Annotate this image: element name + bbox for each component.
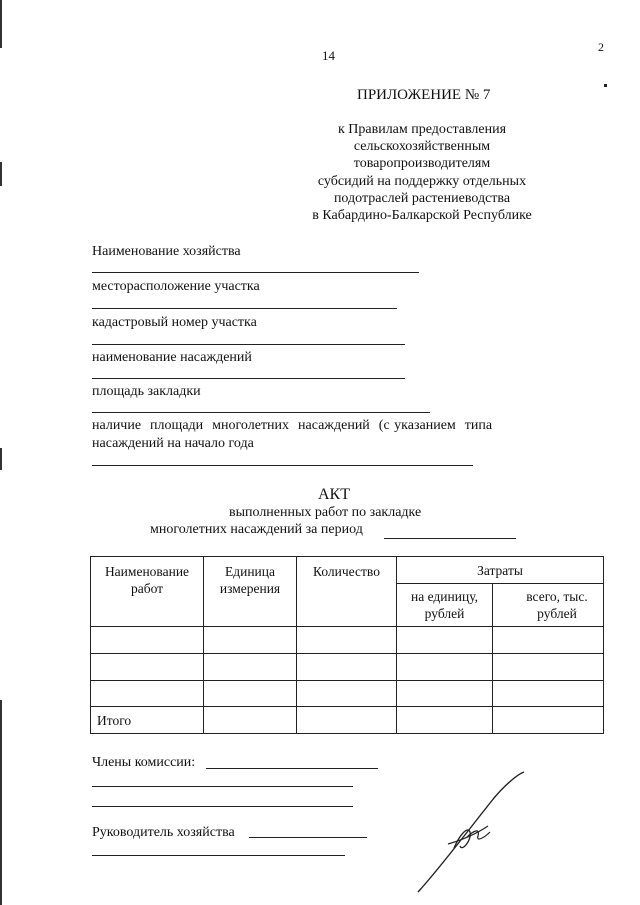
appendix-title: ПРИЛОЖЕНИЕ № 7	[357, 87, 491, 103]
table-cell[interactable]	[493, 654, 604, 681]
appendix-block	[290, 121, 554, 224]
commission-member-blank-2[interactable]	[92, 786, 353, 787]
farm-head-blank-2[interactable]	[92, 855, 345, 856]
act-subtitle-line1: выполненных работ по закладке	[229, 505, 422, 520]
header-quantity: Количество	[297, 557, 397, 627]
farm-name-blank[interactable]	[92, 272, 419, 273]
planting-area-blank[interactable]	[92, 412, 430, 413]
table-cell[interactable]	[204, 627, 297, 654]
table-cell[interactable]	[204, 681, 297, 707]
table-cell[interactable]	[91, 627, 204, 654]
commission-members-label: Члены комиссии:	[92, 755, 196, 770]
site-location-label: месторасположение участка	[92, 279, 260, 294]
header-total: всего, тыс. рублей	[493, 584, 604, 627]
appendix-line: подотраслей растениеводства	[333, 190, 511, 206]
total-row-label: Итого	[91, 707, 204, 734]
table-cell[interactable]	[297, 627, 397, 654]
corner-mark: 2	[598, 40, 604, 54]
period-blank[interactable]	[384, 538, 516, 539]
appendix-line: в Кабардино-Балкарской Республике	[312, 208, 532, 224]
table-cell[interactable]	[297, 681, 397, 707]
plantings-name-label: наименование насаждений	[92, 350, 252, 365]
table-cell[interactable]	[397, 681, 493, 707]
scan-edge-mark	[0, 448, 2, 470]
planting-area-label: площадь закладки	[92, 384, 201, 399]
farm-head-label: Руководитель хозяйства	[92, 825, 235, 840]
table-total-row	[91, 707, 604, 734]
plantings-name-blank[interactable]	[92, 378, 405, 379]
table-cell[interactable]	[91, 654, 204, 681]
appendix-line: к Правилам предоставления	[337, 122, 507, 137]
table-cell[interactable]	[397, 707, 493, 734]
works-table	[90, 556, 604, 734]
table-row	[91, 681, 604, 707]
table-cell[interactable]	[397, 627, 493, 654]
header-unit: Единица измерения	[204, 557, 297, 627]
scan-edge-mark	[0, 700, 2, 905]
table-cell[interactable]	[204, 654, 297, 681]
perennial-area-blank[interactable]	[92, 465, 473, 466]
table-cell[interactable]	[397, 654, 493, 681]
farm-head-blank-1[interactable]	[249, 837, 367, 838]
table-row	[91, 627, 604, 654]
table-cell[interactable]	[297, 654, 397, 681]
site-location-blank[interactable]	[92, 308, 397, 309]
appendix-line: сельскохозяйственным	[353, 139, 491, 155]
table-cell[interactable]	[493, 681, 604, 707]
appendix-line: товаропроизводителям	[353, 156, 491, 172]
header-per-unit: на единицу, рублей	[397, 584, 493, 627]
act-subtitle-line2: многолетних насаждений за период	[150, 522, 363, 537]
commission-member-blank-3[interactable]	[92, 806, 353, 807]
table-row	[91, 654, 604, 681]
page-number: 14	[322, 48, 335, 63]
corner-dot	[604, 84, 607, 87]
header-costs: Затраты	[397, 557, 604, 584]
header-work-name: Наименование работ	[91, 557, 204, 627]
perennial-area-label-line2: насаждений на начало года	[92, 436, 254, 451]
table-cell[interactable]	[91, 681, 204, 707]
table-cell[interactable]	[493, 707, 604, 734]
farm-name-label: Наименование хозяйства	[92, 244, 241, 259]
scan-edge-mark	[0, 0, 2, 48]
perennial-area-label-line1: наличие площади многолетних насаждений (с указанием типа	[92, 418, 493, 433]
commission-member-blank-1[interactable]	[206, 768, 378, 769]
scan-edge-mark	[0, 162, 2, 186]
table-cell[interactable]	[493, 627, 604, 654]
handwritten-signature	[410, 768, 540, 898]
table-cell[interactable]	[297, 707, 397, 734]
appendix-line: субсидий на поддержку отдельных	[317, 173, 527, 189]
cadastral-number-label: кадастровый номер участка	[92, 315, 257, 330]
table-cell[interactable]	[204, 707, 297, 734]
cadastral-number-blank[interactable]	[92, 344, 405, 345]
act-title: АКТ	[318, 486, 350, 503]
